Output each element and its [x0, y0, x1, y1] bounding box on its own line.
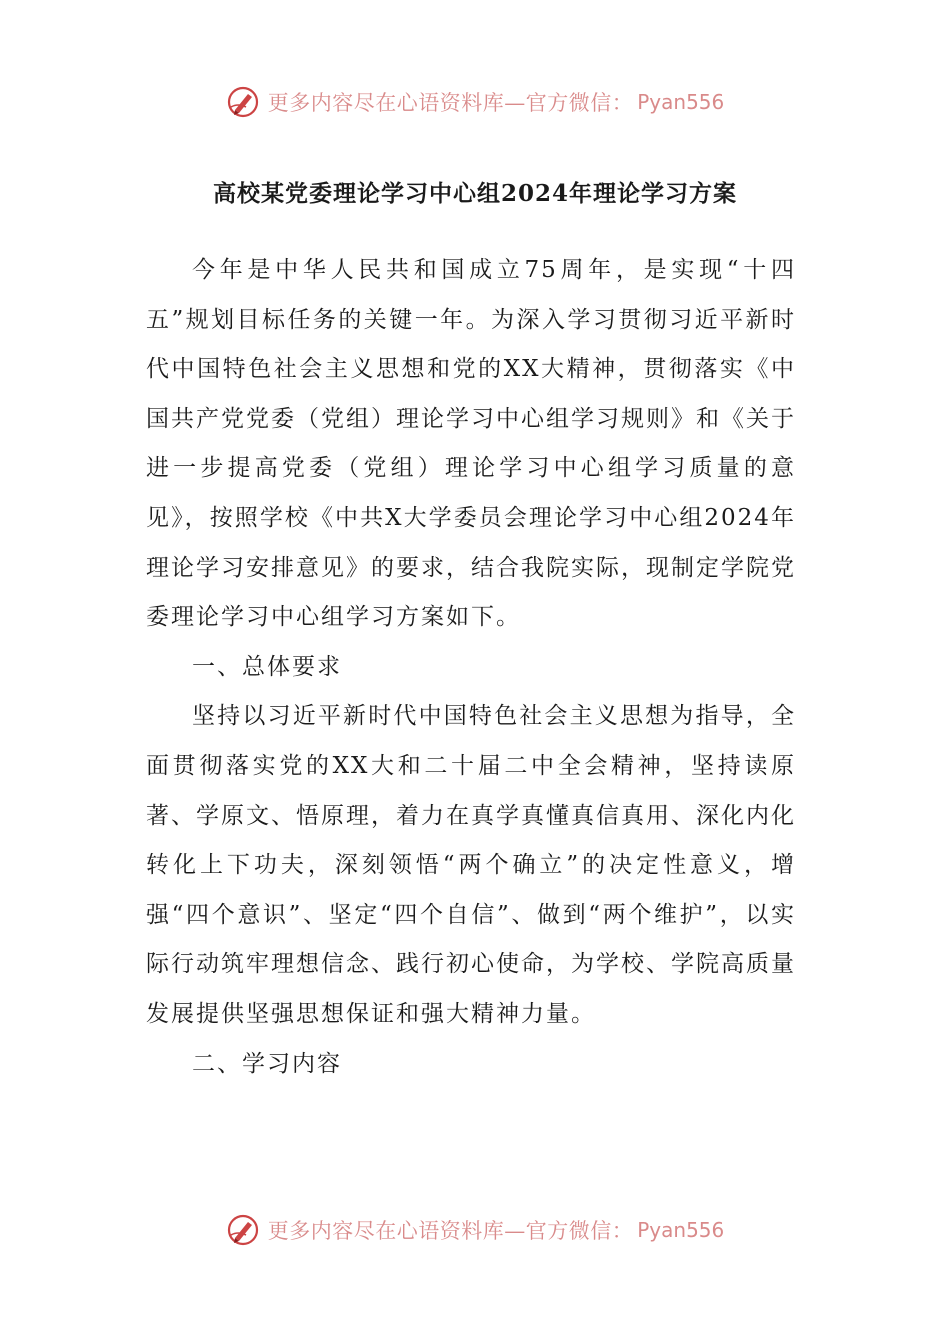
general-requirements-paragraph: 坚持以习近平新时代中国特色社会主义思想为指导，全面贯彻落实党的XX大和二十届二中全会精神，坚持读原著、学原文、悟原理，着力在真学真懂真信真用、深化内化转化上下功夫，深刻领悟“两个确立”的决定性意义，增强“四个意识”、坚定“四个自信”、做到“两个维护”，以实际行动筑牢理想信念、践行初心使命，为学校、学院高质量发展提供坚强思想保证和强大精神力量。 [146, 703, 796, 1027]
watermark-text: 更多内容尽在心语资料库—官方微信： [267, 91, 634, 115]
section-heading-study-content: 二、学习内容 [192, 1050, 342, 1077]
watermark-wechat-id: Pyan556 [637, 1218, 725, 1242]
footer-watermark [0, 1210, 950, 1250]
pen-logo-icon [226, 85, 260, 119]
pen-logo-icon [226, 1213, 260, 1247]
header-watermark [0, 82, 950, 122]
section-heading-general-requirements: 一、总体要求 [192, 653, 342, 680]
intro-paragraph: 今年是中华人民共和国成立75周年，是实现“十四五”规划目标任务的关键一年。为深入学习贯彻习近平新时代中国特色社会主义思想和党的XX大精神，贯彻落实《中国共产党党委（党组）理论学习中心组学习规则》和《关于进一步提高党委（党组）理论学习中心组学习质量的意见》，按照学校《中共X大学委员会理论学习中心组2024年理论学习安排意见》的要求，结合我院实际，现制定学院党委理论学习中心组学习方案如下。 [146, 257, 796, 631]
document-body [146, 246, 796, 1089]
watermark-wechat-id: Pyan556 [637, 90, 725, 114]
document-title: 高校某党委理论学习中心组2024年理论学习方案 [212, 180, 737, 207]
watermark-text: 更多内容尽在心语资料库—官方微信： [267, 1219, 634, 1243]
